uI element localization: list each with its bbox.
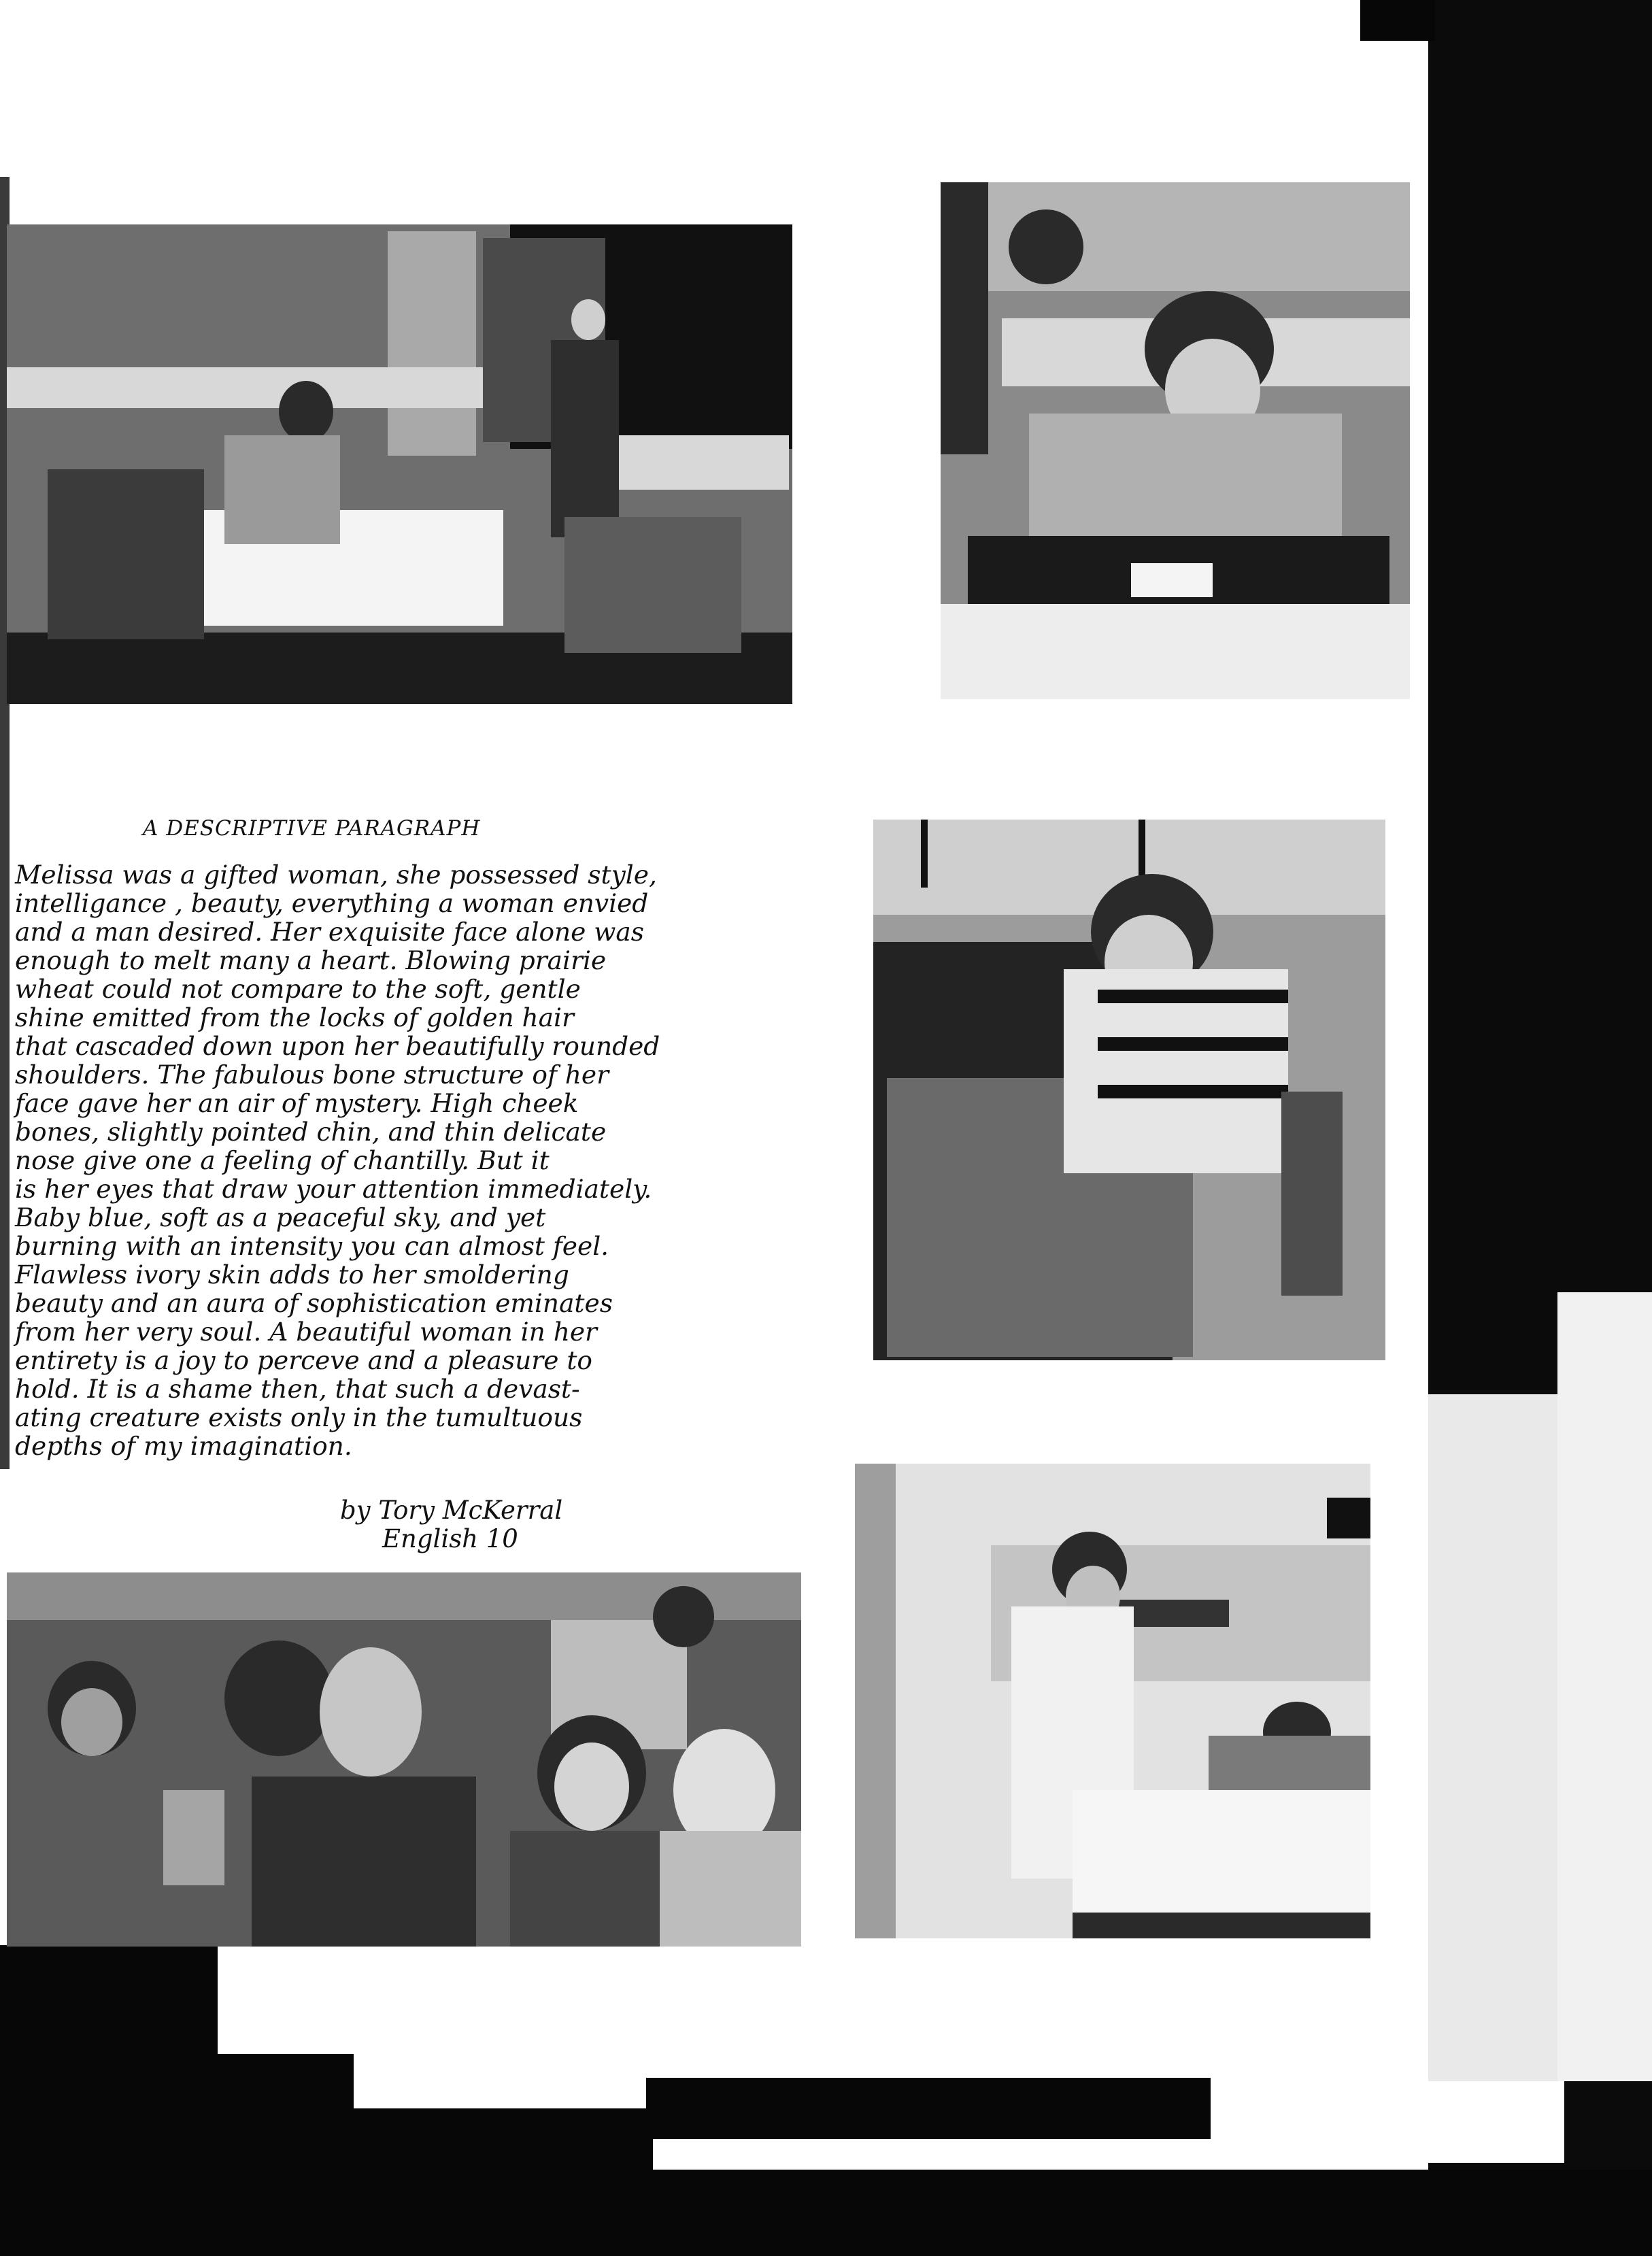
paragraph-line: Flawless ivory skin adds to her smoldering [15, 1260, 569, 1290]
paragraph-line: entirety is a joy to perceve and a pleasure to [15, 1345, 592, 1375]
paragraph-line: depths of my imagination. [15, 1431, 352, 1461]
paragraph-line: burning with an intensity you can almost feel. [15, 1231, 609, 1261]
photo-student-plaid-shirt [873, 820, 1385, 1360]
paragraph-line: and a man desired. Her exquisite face alone was [15, 917, 644, 947]
byline-author: by Tory McKerral [340, 1496, 563, 1525]
paragraph-body [15, 860, 695, 1460]
scan-edge-right-light-gap-2 [1428, 1394, 1557, 2108]
scan-edge-top-right [1360, 0, 1435, 41]
scan-stair-3 [646, 2078, 1211, 2139]
paragraph-line: Baby blue, soft as a peaceful sky, and yet [15, 1202, 546, 1232]
paragraph-line: bones, slightly pointed chin, and thin delicate [15, 1117, 607, 1147]
paragraph-line: ating creature exists only in the tumultuous [15, 1402, 583, 1432]
paragraph-line: is her eyes that draw your attention immediately. [15, 1174, 652, 1204]
photo-group-students [7, 1572, 801, 1947]
paragraph-line: enough to melt many a heart. Blowing prairie [15, 945, 607, 975]
paragraph-line: wheat could not compare to the soft, gentle [15, 974, 581, 1004]
paragraph-line: face gave her an air of mystery. High cheek [15, 1088, 579, 1118]
paragraph-line: that cascaded down upon her beautifully rounded [15, 1031, 660, 1061]
paragraph-line: Melissa was a gifted woman, she possessed style, [15, 860, 657, 890]
paragraph-line: beauty and an aura of sophistication eminates [15, 1288, 613, 1318]
paragraph-line: nose give one a feeling of chantilly. But it [15, 1145, 550, 1175]
byline [340, 1496, 562, 1553]
scan-bottom-white [1211, 2081, 1564, 2163]
scan-bottom-band [0, 2170, 1652, 2256]
photo-classroom-students [7, 224, 792, 704]
photo-student-painting [941, 182, 1410, 699]
paragraph-title: A DESCRIPTIVE PARAGRAPH [143, 816, 481, 841]
paragraph-line: shoulders. The fabulous bone structure of her [15, 1060, 609, 1090]
paragraph-line: intelligance , beauty, everything a woman envied [15, 888, 649, 918]
scan-edge-right-light-gap [1557, 1292, 1652, 2081]
paragraph-line: shine emitted from the locks of golden hair [15, 1003, 574, 1032]
byline-class: English 10 [382, 1524, 518, 1553]
paragraph-line: from her very soul. A beautiful woman in her [15, 1317, 597, 1347]
paragraph-line: hold. It is a shame then, that such a devast- [15, 1374, 580, 1404]
photo-teacher-helping [855, 1464, 1370, 1938]
